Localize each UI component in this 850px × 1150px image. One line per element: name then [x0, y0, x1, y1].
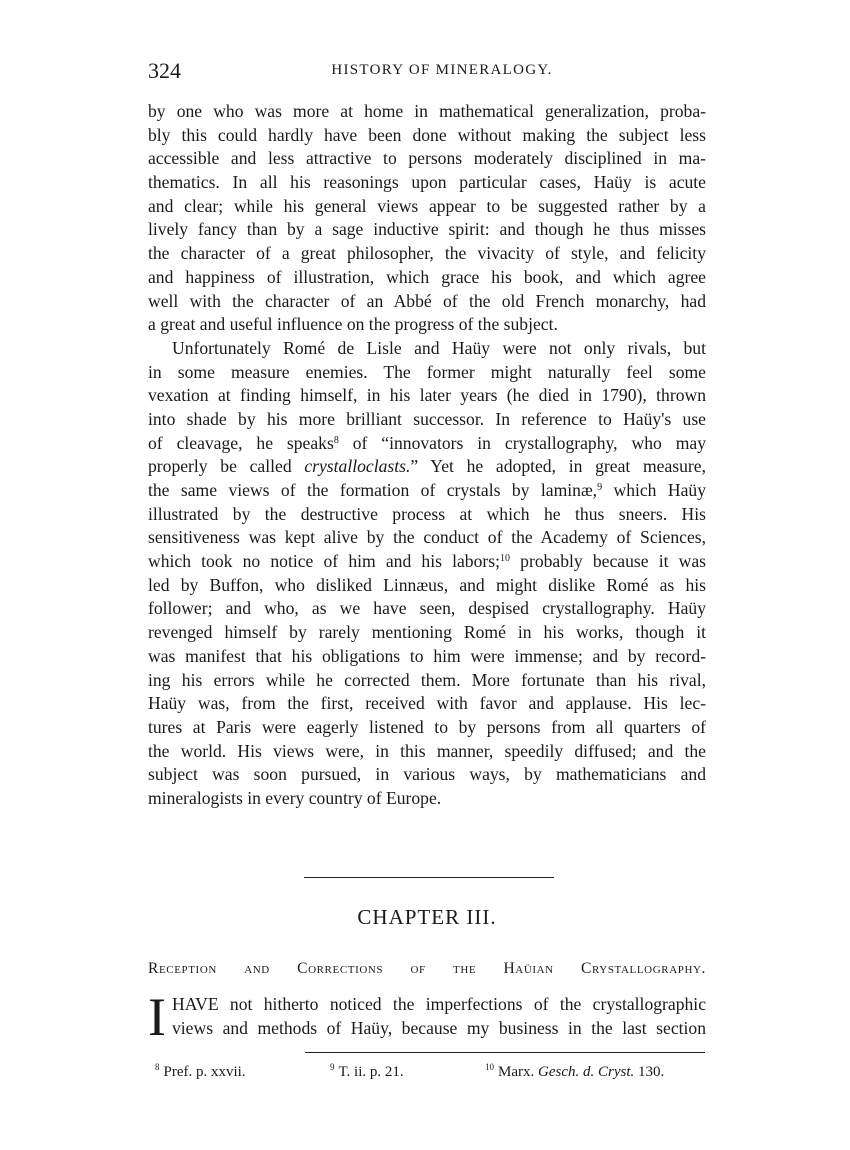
text-line: and happiness of illustration, which grace his book, and which agree — [148, 266, 706, 287]
footnote-ref: 8 — [333, 434, 339, 446]
line-text: properly be called — [148, 456, 292, 477]
text-line: mineralogists in every country of Europe. — [148, 787, 442, 808]
subtitle-word: Haüian — [503, 960, 554, 977]
text-line: vexation at finding himself, in his later years (he died in 1790), thrown — [148, 385, 706, 406]
text-line: follower; and who, as we have seen, despised crystallography. Haüy — [148, 598, 706, 619]
drop-cap: I — [148, 987, 166, 1047]
text-line: bly this could hardly have been done without making the subject less — [148, 124, 706, 145]
section-divider — [304, 877, 554, 878]
text-line — [148, 550, 706, 574]
chapter-title: CHAPTER III. — [357, 905, 497, 929]
footnote-text: Marx. — [498, 1064, 538, 1080]
footnote-mark: 10 — [485, 1062, 494, 1072]
body-text — [148, 100, 706, 811]
running-head: HISTORY OF MINERALOGY. — [331, 62, 553, 78]
text-line: well with the character of an Abbé of the old French monarchy, had — [148, 290, 706, 311]
footnote-ref: 10 — [500, 553, 510, 565]
subtitle-word: Reception — [148, 960, 217, 977]
text-line — [148, 432, 706, 456]
text-line: HAVE not hitherto noticed the imperfections of the crystallographic — [172, 994, 706, 1014]
text-line: subject was soon pursued, in various ways, by mathematicians and — [148, 764, 706, 785]
footnote-ref: 9 — [597, 482, 603, 493]
text-line: was manifest that his obligations to him were immense; and by record- — [148, 645, 706, 666]
text-line: lively fancy than by a sage inductive spirit: and though he thus misses — [148, 219, 706, 240]
footnote-mark: 8 — [155, 1062, 160, 1072]
line-text: ” Yet he adopted, in great measure, — [410, 456, 706, 477]
text-line — [148, 479, 706, 503]
footnote-italic: Gesch. d. Cryst. — [538, 1064, 635, 1080]
subtitle-word: of — [410, 960, 426, 977]
footnote-text: 130. — [634, 1064, 665, 1080]
footnote-rule — [305, 1052, 705, 1053]
text-line: revenged himself by rarely mentioning Romé in his works, though it — [148, 622, 706, 643]
text-line: by one who was more at home in mathematical generalization, proba- — [148, 101, 706, 121]
text-line: into shade by his more brilliant successor. In reference to Haüy's use — [148, 408, 706, 429]
text-line: the world. His views were, in this manner, speedily diffused; and the — [148, 740, 706, 761]
footnote — [155, 1062, 246, 1081]
footnote-text: Pref. p. xxvii. — [163, 1064, 246, 1080]
text-line: the character of a great philosopher, the vivacity of style, and felicity — [148, 243, 706, 264]
subtitle-word: and — [244, 960, 270, 977]
text-line: Unfortunately Romé de Lisle and Haüy were not only rivals, but — [172, 337, 706, 358]
text-line: views and methods of Haüy, because my business in the last section — [172, 1018, 706, 1038]
chapter-subtitle — [148, 960, 706, 978]
text-line: in some measure enemies. The former might naturally feel some — [148, 361, 706, 382]
subtitle-word: Corrections — [297, 960, 384, 977]
line-text: probably because it was — [510, 551, 707, 572]
text-line: and clear; while his general views appear to be suggested rather by a — [148, 195, 706, 216]
opening-paragraph — [148, 987, 706, 1047]
text-line: led by Buffon, who disliked Linnæus, and might dislike Romé as his — [148, 574, 706, 595]
text-line: ing his errors while he corrected them. More fortunate than his rival, — [148, 669, 706, 690]
text-line: Haüy was, from the first, received with favor and applause. His lec- — [148, 693, 706, 714]
text-line — [148, 455, 706, 479]
footnote — [330, 1062, 404, 1081]
text-line: tures at Paris were eagerly listened to by persons from all quarters of — [148, 716, 706, 737]
page-number: 324 — [148, 58, 181, 83]
footnote — [485, 1062, 664, 1081]
page-header — [148, 58, 706, 84]
text-line: thematics. In all his reasonings upon particular cases, Haüy is acute — [148, 172, 706, 193]
footnote-mark: 9 — [330, 1062, 335, 1072]
line-text: of “innovators in crystallography, who may — [338, 432, 706, 453]
subtitle-word: the — [453, 960, 477, 977]
footnote-text: T. ii. p. 21. — [338, 1064, 404, 1080]
italic-text: crystalloclasts. — [304, 456, 411, 477]
subtitle-word: Crystallography. — [581, 960, 707, 977]
line-text: which took no notice of him and his labors; — [148, 551, 500, 572]
line-text: the same views of the formation of crystals by laminæ, — [148, 480, 598, 500]
text-line: sensitiveness was kept alive by the conduct of the Academy of Sciences, — [148, 527, 706, 548]
text-line: a great and useful influence on the progress of the subject. — [148, 314, 558, 335]
line-text: of cleavage, he speaks — [148, 432, 334, 453]
text-line: accessible and less attractive to persons moderately disciplined in ma- — [148, 148, 706, 169]
text-line: illustrated by the destructive process at which he thus sneers. His — [148, 503, 706, 524]
line-text: which Haüy — [602, 480, 706, 500]
